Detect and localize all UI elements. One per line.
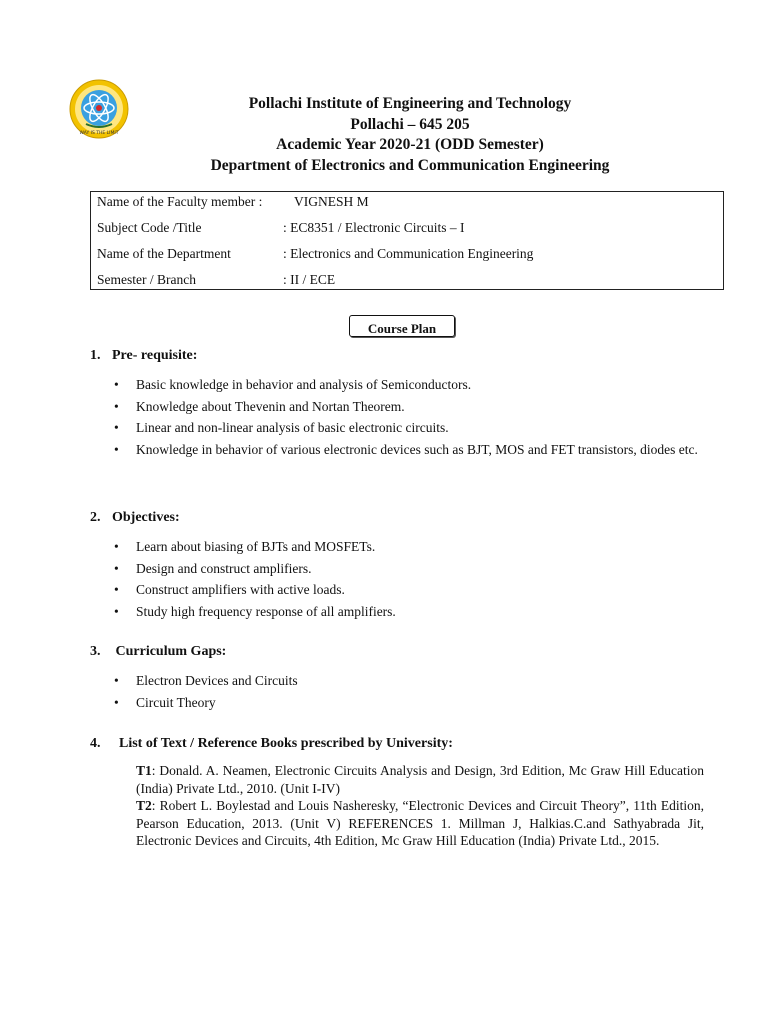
academic-year: Academic Year 2020-21 (ODD Semester) xyxy=(276,136,544,153)
section-books-title: 4. List of Text / Reference Books prescribed by University: xyxy=(90,736,453,751)
institute-address: Pollachi – 645 205 xyxy=(350,115,470,133)
document-header xyxy=(140,94,680,176)
list-item: • Electron Devices and Circuits xyxy=(114,670,714,692)
logo-motto: WAY IS THE LIMIT xyxy=(79,131,119,136)
textbook-t2: T2: Robert L. Boylestad and Louis Nasheresky, “Electronic Devices and Circuit Theory”, 11th Edition, Pearson Education, 2013. (Unit V) REFERENCES 1. Millman J, Halkias.C.and Sathyabrada Jit, Electronic Devices and Circuits, 4th Edition, Mc Graw Hill Education (India) Private Ltd., 2015. xyxy=(136,798,704,848)
books-list xyxy=(136,762,704,850)
info-label: Name of the Faculty member : xyxy=(97,194,263,209)
course-info-table xyxy=(90,191,724,290)
info-value: VIGNESH M xyxy=(294,194,369,209)
gaps-list xyxy=(114,670,714,713)
section-gaps-title: 3. Curriculum Gaps: xyxy=(90,644,227,659)
department-name: Department of Electronics and Communication Engineering xyxy=(210,156,610,174)
list-item: • Design and construct amplifiers. xyxy=(114,558,714,580)
list-item: • Learn about biasing of BJTs and MOSFETs. xyxy=(114,536,714,558)
list-item: • Basic knowledge in behavior and analysis of Semiconductors. xyxy=(114,374,714,396)
prerequisite-list xyxy=(114,374,714,460)
section-objectives-title: 2. Objectives: xyxy=(90,510,180,525)
textbook-t1: T1: Donald. A. Neamen, Electronic Circuits Analysis and Design, 3rd Edition, Mc Graw Hill Education (India) Private Ltd., 2010. (Unit I-IV) xyxy=(136,763,704,796)
institute-logo xyxy=(68,78,130,140)
info-value: : Electronics and Communication Engineering xyxy=(283,246,534,261)
list-item: • Knowledge about Thevenin and Nortan Theorem. xyxy=(114,396,714,418)
course-plan-heading: Course Plan xyxy=(349,315,455,337)
list-item: • Linear and non-linear analysis of basic electronic circuits. xyxy=(114,417,714,439)
info-value: : EC8351 / Electronic Circuits – I xyxy=(283,220,465,235)
info-value: : II / ECE xyxy=(283,272,336,287)
list-item: • Knowledge in behavior of various electronic devices such as BJT, MOS and FET transistors, diodes etc. xyxy=(114,439,714,461)
section-prerequisite-title: 1. Pre- requisite: xyxy=(90,348,198,363)
objectives-list xyxy=(114,536,714,622)
info-label: Semester / Branch xyxy=(97,272,196,287)
institute-name: Pollachi Institute of Engineering and Technology xyxy=(248,95,572,112)
info-label: Name of the Department xyxy=(97,246,231,261)
info-label: Subject Code /Title xyxy=(97,220,202,235)
list-item: • Study high frequency response of all amplifiers. xyxy=(114,601,714,623)
list-item: • Construct amplifiers with active loads. xyxy=(114,579,714,601)
list-item: • Circuit Theory xyxy=(114,692,714,714)
